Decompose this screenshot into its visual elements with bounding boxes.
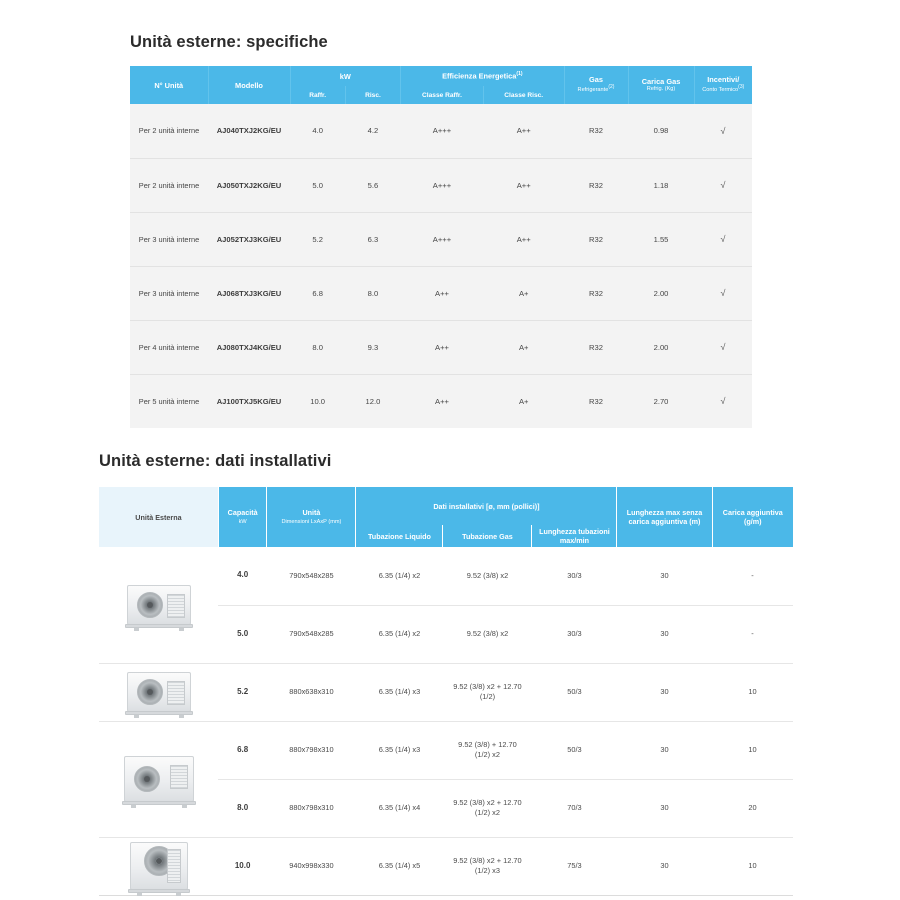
cell-gas: R32 — [564, 266, 628, 320]
th-gas-sub — [565, 84, 628, 94]
th-unita — [267, 487, 356, 547]
cell-tubazione-gas: 9.52 (3/8) x2 + 12.70 (1/2) — [443, 663, 532, 721]
th-carica-gas-sub: Refrig. (Kg) — [646, 85, 676, 92]
specs-table-head — [130, 66, 752, 104]
cell-n-unita: Per 3 unità interne — [130, 212, 208, 266]
cell-incentivi: √ — [694, 158, 752, 212]
cell-capacita: 5.2 — [218, 663, 267, 721]
table-row — [130, 158, 752, 212]
cell-dimensioni: 880x638x310 — [267, 663, 356, 721]
fan-icon — [134, 766, 160, 792]
cell-carica-gas: 1.55 — [628, 212, 694, 266]
cell-modello: AJ040TXJ2KG/EU — [208, 104, 290, 158]
cell-dimensioni: 940x998x330 — [267, 837, 356, 895]
table-row — [130, 374, 752, 428]
cell-lunghezza-max: 30 — [617, 721, 712, 779]
install-header-row-1 — [99, 487, 793, 525]
unit-legs — [132, 715, 186, 718]
th-tubazione-liquido: Tubazione Liquido — [356, 525, 443, 547]
cell-classe-raffr: A++ — [401, 266, 484, 320]
cell-capacita: 10.0 — [218, 837, 267, 895]
cell-incentivi: √ — [694, 320, 752, 374]
cell-tubazione-gas: 9.52 (3/8) x2 + 12.70 (1/2) x2 — [443, 779, 532, 837]
th-kw-raffr: Raffr. — [290, 86, 345, 104]
cell-n-unita: Per 5 unità interne — [130, 374, 208, 428]
cell-carica-aggiuntiva: - — [712, 605, 793, 663]
th-kw-risc: Risc. — [345, 86, 400, 104]
cell-classe-raffr: A+++ — [401, 212, 484, 266]
th-efficienza — [401, 66, 564, 86]
th-carica-gas — [628, 66, 694, 104]
th-incentivi — [694, 66, 752, 104]
th-n-unita: N° Unità — [130, 66, 208, 104]
cell-capacita: 5.0 — [218, 605, 267, 663]
th-capacita-sub: kW — [238, 519, 247, 525]
cell-modello: AJ080TXJ4KG/EU — [208, 320, 290, 374]
cell-carica-aggiuntiva: 10 — [712, 663, 793, 721]
cell-modello: AJ100TXJ5KG/EU — [208, 374, 290, 428]
cell-lunghezza-tubazioni: 50/3 — [532, 663, 617, 721]
cell-dimensioni: 790x548x285 — [267, 547, 356, 605]
cell-lunghezza-tubazioni: 75/3 — [532, 837, 617, 895]
cell-incentivi: √ — [694, 212, 752, 266]
install-table-wrapper — [99, 487, 793, 896]
th-dati-installativi: Dati installativi [ø, mm (pollici)] — [356, 487, 617, 525]
th-capacita-label: Capacità — [227, 508, 258, 517]
th-tubazione-gas: Tubazione Gas — [443, 525, 532, 547]
specs-table-wrapper — [130, 66, 752, 428]
cell-classe-raffr: A++ — [401, 374, 484, 428]
cell-gas: R32 — [564, 320, 628, 374]
th-incentivi-label2: Conto Termico — [702, 87, 739, 94]
cell-carica-gas: 2.00 — [628, 320, 694, 374]
th-gas-sub-label: Refrigerante — [577, 87, 609, 94]
cell-lunghezza-max: 30 — [617, 837, 712, 895]
th-modello: Modello — [208, 66, 290, 104]
cell-tubazione-gas: 9.52 (3/8) x2 — [443, 605, 532, 663]
fan-icon — [137, 679, 163, 705]
table-row — [130, 212, 752, 266]
unit-legs — [129, 805, 189, 808]
section-title-specs: Unità esterne: specifiche — [130, 33, 328, 51]
cell-lunghezza-tubazioni: 30/3 — [532, 547, 617, 605]
specs-header-row-1 — [130, 66, 752, 86]
cell-classe-risc: A+ — [483, 266, 564, 320]
cell-tubazione-gas: 9.52 (3/8) x2 + 12.70 (1/2) x3 — [443, 837, 532, 895]
cell-gas: R32 — [564, 104, 628, 158]
cell-kw-raffr: 5.2 — [290, 212, 345, 266]
cell-tubazione-liquido: 6.35 (1/4) x2 — [356, 605, 443, 663]
section-title-install: Unità esterne: dati installativi — [99, 452, 332, 470]
th-carica-gas-label: Carica Gas — [641, 76, 681, 86]
table-row — [130, 104, 752, 158]
cell-n-unita: Per 2 unità interne — [130, 104, 208, 158]
cell-carica-aggiuntiva: - — [712, 547, 793, 605]
th-gas-label: Gas — [589, 75, 603, 85]
table-row — [99, 837, 793, 895]
specs-table — [130, 66, 752, 428]
cell-n-unita: Per 4 unità interne — [130, 320, 208, 374]
table-row — [99, 663, 793, 721]
outdoor-unit-illustration — [124, 756, 194, 802]
table-row — [99, 547, 793, 605]
th-unita-sub: Dimensioni LxAxP (mm) — [281, 519, 342, 525]
specs-table-body — [130, 104, 752, 428]
cell-kw-raffr: 6.8 — [290, 266, 345, 320]
cell-n-unita: Per 3 unità interne — [130, 266, 208, 320]
cell-unit-image — [99, 837, 218, 895]
cell-modello: AJ050TXJ2KG/EU — [208, 158, 290, 212]
th-classe-raffr: Classe Raffr. — [401, 86, 484, 104]
cell-kw-raffr: 5.0 — [290, 158, 345, 212]
cell-gas: R32 — [564, 212, 628, 266]
outdoor-units-install-section — [0, 440, 900, 896]
unit-legs — [132, 628, 186, 631]
cell-incentivi: √ — [694, 104, 752, 158]
grille-icon — [167, 594, 185, 618]
th-unita-label: Unità — [302, 508, 321, 517]
cell-lunghezza-tubazioni: 70/3 — [532, 779, 617, 837]
cell-kw-risc: 12.0 — [345, 374, 400, 428]
cell-tubazione-gas: 9.52 (3/8) x2 — [443, 547, 532, 605]
cell-capacita: 8.0 — [218, 779, 267, 837]
cell-lunghezza-max: 30 — [617, 779, 712, 837]
th-gas — [564, 66, 628, 104]
outdoor-units-specs-section — [0, 0, 900, 428]
cell-tubazione-liquido: 6.35 (1/4) x2 — [356, 547, 443, 605]
cell-carica-gas: 2.00 — [628, 266, 694, 320]
table-row — [130, 266, 752, 320]
cell-capacita: 4.0 — [218, 547, 267, 605]
cell-classe-risc: A++ — [483, 212, 564, 266]
th-lunghezza-tubazioni: Lunghezza tubazioni max/min — [532, 525, 617, 547]
outdoor-unit-illustration — [127, 672, 191, 712]
cell-lunghezza-max: 30 — [617, 547, 712, 605]
cell-modello: AJ068TXJ3KG/EU — [208, 266, 290, 320]
fan-icon — [137, 592, 163, 618]
grille-icon — [167, 849, 181, 883]
cell-unit-image — [99, 721, 218, 837]
th-unita-esterna: Unità Esterna — [99, 487, 218, 547]
table-row — [99, 721, 793, 779]
th-lunghezza-max: Lunghezza max senza carica aggiuntiva (m) — [617, 487, 712, 547]
cell-carica-aggiuntiva: 20 — [712, 779, 793, 837]
cell-lunghezza-max: 30 — [617, 605, 712, 663]
cell-tubazione-liquido: 6.35 (1/4) x5 — [356, 837, 443, 895]
cell-carica-gas: 2.70 — [628, 374, 694, 428]
cell-gas: R32 — [564, 158, 628, 212]
cell-modello: AJ052TXJ3KG/EU — [208, 212, 290, 266]
cell-kw-raffr: 10.0 — [290, 374, 345, 428]
th-incentivi-footnote: (3) — [738, 84, 745, 91]
cell-n-unita: Per 2 unità interne — [130, 158, 208, 212]
outdoor-unit-illustration — [130, 842, 188, 890]
cell-lunghezza-tubazioni: 30/3 — [532, 605, 617, 663]
cell-kw-risc: 6.3 — [345, 212, 400, 266]
cell-dimensioni: 880x798x310 — [267, 779, 356, 837]
cell-dimensioni: 880x798x310 — [267, 721, 356, 779]
cell-incentivi: √ — [694, 374, 752, 428]
cell-dimensioni: 790x548x285 — [267, 605, 356, 663]
cell-tubazione-gas: 9.52 (3/8) + 12.70 (1/2) x2 — [443, 721, 532, 779]
cell-kw-risc: 9.3 — [345, 320, 400, 374]
cell-incentivi: √ — [694, 266, 752, 320]
cell-carica-aggiuntiva: 10 — [712, 721, 793, 779]
cell-tubazione-liquido: 6.35 (1/4) x3 — [356, 721, 443, 779]
cell-tubazione-liquido: 6.35 (1/4) x4 — [356, 779, 443, 837]
install-table — [99, 487, 793, 896]
cell-classe-raffr: A+++ — [401, 158, 484, 212]
th-classe-risc: Classe Risc. — [483, 86, 564, 104]
cell-carica-aggiuntiva: 10 — [712, 837, 793, 895]
th-incentivi-line1: Incentivi/ — [707, 75, 740, 85]
cell-classe-risc: A+ — [483, 320, 564, 374]
cell-capacita: 6.8 — [218, 721, 267, 779]
th-incentivi-line2 — [695, 84, 753, 94]
cell-lunghezza-tubazioni: 50/3 — [532, 721, 617, 779]
cell-carica-gas: 1.18 — [628, 158, 694, 212]
cell-classe-raffr: A++ — [401, 320, 484, 374]
cell-kw-risc: 5.6 — [345, 158, 400, 212]
cell-lunghezza-max: 30 — [617, 663, 712, 721]
cell-classe-risc: A++ — [483, 158, 564, 212]
cell-kw-raffr: 4.0 — [290, 104, 345, 158]
th-efficienza-label: Efficienza Energetica — [442, 71, 517, 81]
cell-kw-risc: 8.0 — [345, 266, 400, 320]
grille-icon — [170, 765, 188, 789]
cell-unit-image — [99, 547, 218, 663]
cell-classe-risc: A++ — [483, 104, 564, 158]
cell-carica-gas: 0.98 — [628, 104, 694, 158]
cell-classe-risc: A+ — [483, 374, 564, 428]
cell-tubazione-liquido: 6.35 (1/4) x3 — [356, 663, 443, 721]
cell-unit-image — [99, 663, 218, 721]
cell-classe-raffr: A+++ — [401, 104, 484, 158]
th-carica-aggiuntiva: Carica aggiuntiva (g/m) — [712, 487, 793, 547]
install-table-head — [99, 487, 793, 547]
outdoor-unit-illustration — [127, 585, 191, 625]
cell-kw-risc: 4.2 — [345, 104, 400, 158]
th-kw: kW — [290, 66, 401, 86]
unit-legs — [135, 893, 183, 896]
th-gas-sub-footnote: (2) — [608, 84, 615, 91]
th-efficienza-footnote: (1) — [516, 71, 523, 78]
cell-kw-raffr: 8.0 — [290, 320, 345, 374]
grille-icon — [167, 681, 185, 705]
th-capacita — [218, 487, 267, 547]
cell-gas: R32 — [564, 374, 628, 428]
install-table-body — [99, 547, 793, 895]
table-row — [130, 320, 752, 374]
